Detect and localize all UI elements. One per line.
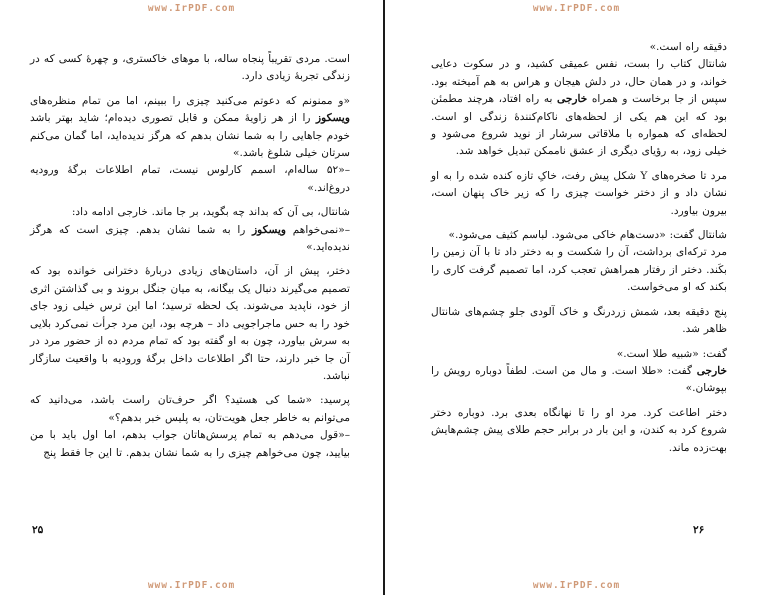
text-run: «و ممنونم که دعوتم می‌کنید چیزی را ببینم، اما من تمام منظره‌های	[30, 94, 350, 107]
paragraph	[431, 346, 727, 363]
paragraph	[431, 168, 727, 220]
text-run: شانتال کتاب را بست، نفس عمیقی کشید، و در سکوت دعایی خواند، و در همان حال، در دلش هیجان و هراس به هم آمیخته بود. سپس از جا برخاست و همراه	[431, 58, 727, 106]
text-run: –«۵۲ ساله‌ام، اسمم کارلوس نیست، تمام اطلاعات برگهٔ ورودیه دروغ‌اند.»	[30, 164, 350, 194]
text-run: –«نمی‌خواهم	[286, 223, 350, 236]
page-number: ۲۶	[693, 524, 705, 536]
paragraph	[431, 405, 727, 457]
paragraph	[30, 162, 350, 197]
page-number: ۲۵	[32, 524, 44, 536]
text-run: گفت: «شبیه طلا است.»	[616, 347, 727, 360]
paragraph	[30, 222, 350, 257]
left-page-body	[30, 51, 350, 462]
paragraph	[30, 204, 350, 221]
text-run: پنج دقیقه بعد، شمش زردرنگ و خاک آلودی جلو چشم‌های شانتال ظاهر شد.	[431, 305, 727, 336]
text-run: است. مردی تقریباً پنجاه ساله، با موهای خاکستری، و چهرهٔ کسی که در زندگی تجربهٔ زیادی دارد.	[30, 53, 350, 83]
paragraph	[431, 56, 727, 160]
text-run: شانتال، بی آن که بداند چه بگوید، بر جا ماند. خارجی ادامه داد:	[71, 206, 350, 219]
text-run: مرد تا صخره‌های Y شکل پیش رفت، خاکِ تازه کنده شده را به او نشان داد و از دختر خواست چیزی را که زیر خاک پنهان است، بیرون بیاورد.	[431, 169, 727, 217]
text-run: دختر، پیش از آن، داستان‌های زیادی دربارهٔ دخترانی خوانده بود که تصمیم می‌گیرند دنبال یک بیگانه، به میان جنگل بروند و بی گذاشتن اثری از خود، ناپدید می‌شوند. یک لحظه ترسید؛ اما این ترس خیلی زود جای خود را به حس ماجراجویی داد – هرچه بود، این مرد جرأت نمی‌کرد بلایی به سرش بیاورد، چون به او گفته بود که تمام مردم ده از حضور مرد در آن جا خبر دارند، حتا اگر اطلاعات داخل برگهٔ ورودیه با واقعیت سازگار نباشد.	[30, 265, 350, 382]
bold-term: ویسکوز	[316, 112, 350, 125]
text-run: گفت: «طلا است. و مال من است. لطفاً دوباره رویش را بپوشان.»	[431, 364, 727, 395]
text-run: دختر اطاعت کرد. مرد او را تا نهانگاه بعدی برد. دوباره دختر شروع کرد به کندن، و این بار در برابر حجم طلای پیش چشم‌هایش بهت‌زده ماند.	[431, 406, 727, 454]
watermark-top: www.IrPDF.com	[532, 3, 621, 14]
paragraph	[431, 304, 727, 339]
right-page-body	[431, 39, 727, 457]
bold-term: خارجی	[696, 364, 727, 377]
text-run: شانتال گفت: «دست‌هام خاکی می‌شود. لباسم کثیف می‌شود.»	[448, 229, 727, 242]
bold-term: خارجی	[557, 93, 588, 106]
right-page	[385, 0, 768, 595]
paragraph	[431, 39, 727, 56]
paragraph	[30, 392, 350, 427]
paragraph	[431, 244, 727, 296]
paragraph	[30, 51, 350, 86]
paragraph	[30, 427, 350, 462]
watermark-bottom: www.IrPDF.com	[147, 580, 236, 591]
watermark-top: www.IrPDF.com	[147, 3, 236, 14]
text-run: پرسید: «شما کی هستید؟ اگر حرف‌تان راست باشد، می‌دانید که می‌توانم به خاطر جعل هویت‌تان، به پلیس خبر بدهم؟»	[30, 394, 350, 424]
text-run: به راه افتاد، هرچند مطمئن بود که این هم یکی از لحظه‌های ناکام‌کنندهٔ زندگی او است. لحظه‌ای که همواره با ملاقاتی سرشار از نوید شروع می‌شود و خیلی زود، به رؤیای دیگری از عشق ناممکن تبدیل خواهد شد.	[431, 93, 727, 158]
paragraph	[30, 93, 350, 163]
watermark-bottom: www.IrPDF.com	[532, 580, 621, 591]
paragraph	[30, 263, 350, 385]
text-run: دقیقه راه است.»	[649, 41, 727, 53]
text-run: را به شما نشان بدهم. چیزی است که هرگز ندیده‌اید.»	[30, 223, 350, 254]
paragraph	[431, 227, 727, 244]
text-run: –«قول می‌دهم به تمام پرسش‌هاتان جواب بدهم، اما اول باید با من بیایید، چون می‌خواهم چیزی را به شما نشان بدهم. تا این جا فقط پنج	[30, 429, 350, 459]
text-run: را از هر زاویهٔ ممکن و قابل تصوری دیده‌ام؛ شاید بهتر باشد خودم جاهایی را به شما نشان بدهم که هرگز ندیده‌اید، اما گمان می‌کنم سرتان خیلی شلوغ باشد.»	[30, 112, 350, 160]
left-page	[0, 0, 383, 595]
text-run: مرد ترکه‌ای برداشت، آن را شکست و به دختر داد تا با آن زمین را بکَند. دختر از رفتار همراهش تعجب کرد، اما تصمیم گرفت کاری را بکند که او می‌خواست.	[431, 246, 727, 294]
bold-term: ویسکوز	[252, 223, 287, 236]
paragraph	[431, 363, 727, 398]
